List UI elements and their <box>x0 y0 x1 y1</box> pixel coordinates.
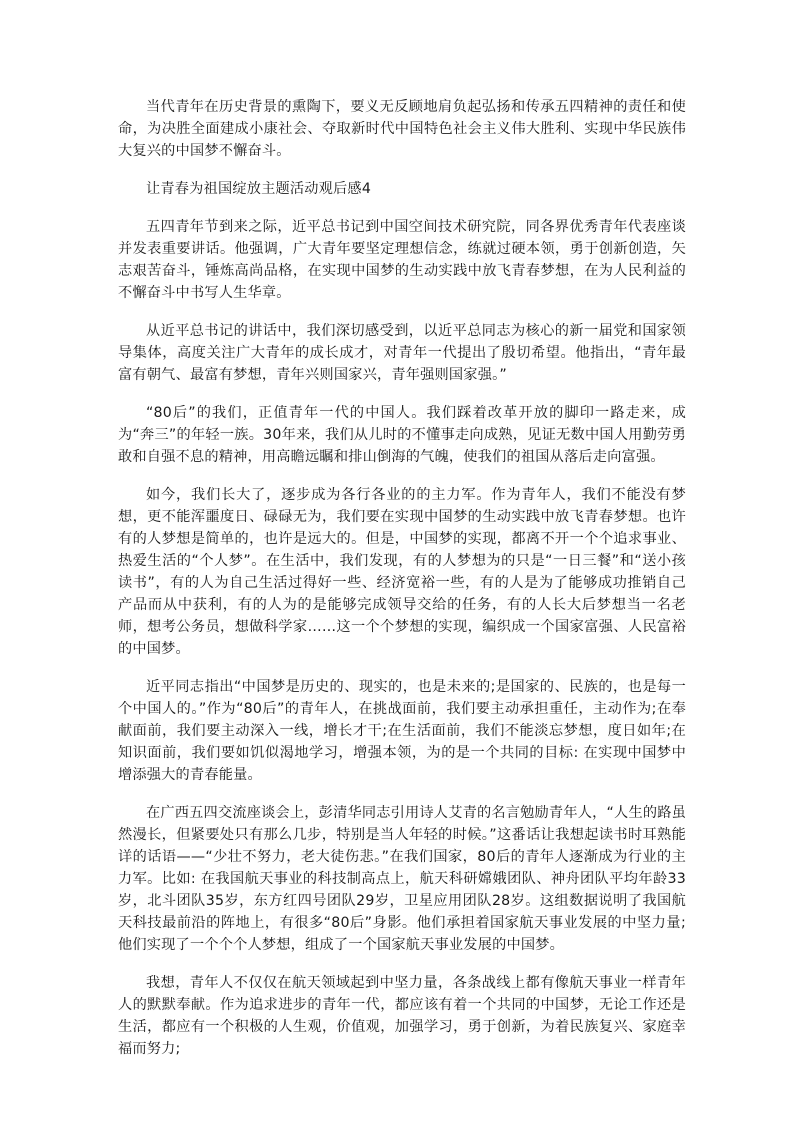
body-paragraph: “80后”的我们，正值青年一代的中国人。我们踩着改革开放的脚印一路走来，成为“奔三”的年轻一族。30年来，我们从儿时的不懂事走向成熟，见证无数中国人用勤劳勇敢和自强不息的精神，用高瞻远瞩和排山倒海的气魄，使我们的祖国从落后走向富强。 <box>118 405 686 465</box>
body-paragraph: 五四青年节到来之际，近平总书记到中国空间技术研究院，同各界优秀青年代表座谈并发表重要讲话。他强调，广大青年要坚定理想信念，练就过硬本领，勇于创新创造，矢志艰苦奋斗，锤炼高尚品格，在实现中国梦的生动实践中放飞青春梦想，在为人民利益的不懈奋斗中书写人生华章。 <box>118 219 686 301</box>
body-paragraph: 从近平总书记的讲话中，我们深切感受到，以近平总同志为核心的新一届党和国家领导集体，高度关注广大青年的成长成才，对青年一代提出了殷切希望。他指出，“青年最富有朝气、最富有梦想，青年兴则国家兴，青年强则国家强。” <box>118 323 686 383</box>
body-paragraph: 近平同志指出“中国梦是历史的、现实的，也是未来的;是国家的、民族的，也是每一个中国人的。”作为“80后”的青年人，在挑战面前，我们要主动承担重任，主动作为;在奉献面前，我们要主动深入一线，增长才干;在生活面前，我们不能淡忘梦想，度日如年;在知识面前，我们要如饥似渴地学习，增强本领，为的是一个共同的目标: 在实现中国梦中增添强大的青春能量。 <box>118 679 686 783</box>
body-paragraph: 我想，青年人不仅仅在航天领域起到中坚力量，各条战线上都有像航天事业一样青年人的默默奉献。作为追求进步的青年一代，都应该有着一个共同的中国梦，无论工作还是生活，都应有一个积极的人生观，价值观，加强学习，勇于创新，为着民族复兴、家庭幸福而努力; <box>118 975 686 1057</box>
section-title: 让青春为祖国绽放主题活动观后感4 <box>146 181 372 197</box>
body-paragraph: 在广西五四交流座谈会上，彭清华同志引用诗人艾青的名言勉励青年人，“人生的路虽然漫长，但紧要处只有那么几步，特别是当人年轻的时候。”这番话让我想起读书时耳熟能详的话语——“少壮不努力，老大徒伤悲。”在我们国家，80后的青年人逐渐成为行业的主力军。比如: 在我国航天事业的科技制高点上，航天科研嫦娥团队、神舟团队平均年龄33岁，北斗团队35岁，东方红四号团队29岁，卫星应用团队28岁。这组数据说明了我国航天科技最前沿的阵地上，有很多“80后”身影。他们承担着国家航天事业发展的中坚力量;他们实现了一个个个人梦想，组成了一个国家航天事业发展的中国梦。 <box>118 805 686 953</box>
body-paragraph: 如今，我们长大了，逐步成为各行各业的的主力军。作为青年人，我们不能没有梦想，更不能浑噩度日、碌碌无为，我们要在实现中国梦的生动实践中放飞青春梦想。也许有的人梦想是简单的，也许是远大的。但是，中国梦的实现，都离不开一个个追求事业、热爱生活的“个人梦”。在生活中，我们发现，有的人梦想为的只是“一日三餐”和“送小孩读书”，有的人为自己生活过得好一些、经济宽裕一些，有的人是为了能够成功推销自己产品而从中获利，有的人为的是能够完成领导交给的任务，有的人长大后梦想当一名老师，想考公务员，想做科学家……这一个个梦想的实现，编织成一个国家富强、人民富裕的中国梦。 <box>118 487 686 657</box>
intro-paragraph: 当代青年在历史背景的熏陶下，要义无反顾地肩负起弘扬和传承五四精神的责任和使命，为决胜全面建成小康社会、夺取新时代中国特色社会主义伟大胜利、实现中华民族伟大复兴的中国梦不懈奋斗。 <box>118 99 686 159</box>
document-page <box>118 96 686 1076</box>
